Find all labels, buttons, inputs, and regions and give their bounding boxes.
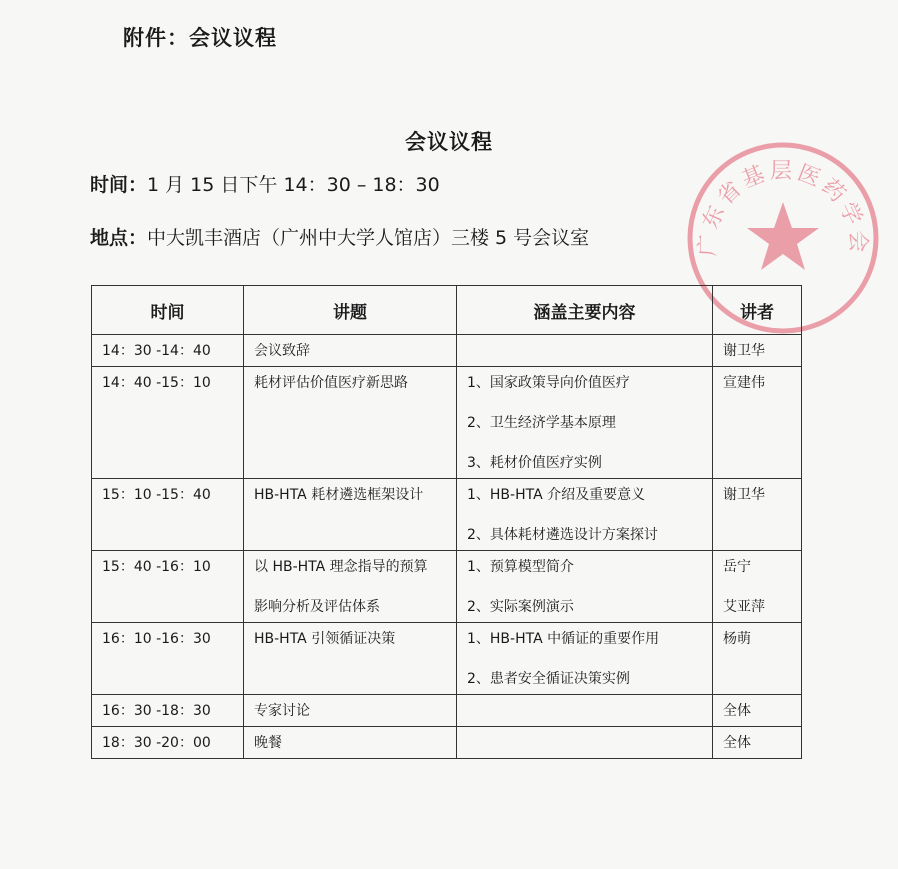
page-title: 会议议程 xyxy=(405,130,493,154)
content-cell-line: 2、患者安全循证决策实例 xyxy=(467,671,630,687)
content-cell-line: 2、卫生经济学基本原理 xyxy=(467,415,616,431)
agenda-table xyxy=(91,285,802,759)
speaker-cell-line: 岳宁 xyxy=(723,559,751,575)
column-header-time: 时间 xyxy=(92,286,244,335)
time-line xyxy=(90,170,440,197)
speaker-cell xyxy=(713,551,802,623)
speaker-cell xyxy=(713,479,802,551)
speaker-cell-line: 谢卫华 xyxy=(723,487,765,503)
time-cell-text: 15：10 -15：40 xyxy=(102,487,211,503)
table-row xyxy=(92,335,802,367)
content-cell xyxy=(457,479,713,551)
attachment-title: 附件：会议议程 xyxy=(123,26,277,50)
content-cell xyxy=(457,727,713,759)
speaker-cell-line: 全体 xyxy=(723,703,751,719)
topic-cell xyxy=(244,367,457,479)
time-cell xyxy=(92,335,244,367)
speaker-cell xyxy=(713,623,802,695)
content-cell-line: 2、实际案例演示 xyxy=(467,599,574,615)
place-line xyxy=(90,223,589,250)
content-cell-line: 2、具体耗材遴选设计方案探讨 xyxy=(467,527,658,543)
time-cell-text: 18：30 -20：00 xyxy=(102,735,211,751)
column-header-topic: 讲题 xyxy=(244,286,457,335)
table-row xyxy=(92,367,802,479)
content-cell xyxy=(457,623,713,695)
topic-cell xyxy=(244,479,457,551)
table-header-row xyxy=(92,286,802,335)
table-row xyxy=(92,551,802,623)
table-row xyxy=(92,695,802,727)
speaker-cell xyxy=(713,727,802,759)
time-label: 时间： xyxy=(90,174,148,196)
topic-cell-line: 专家讨论 xyxy=(254,703,310,719)
topic-cell xyxy=(244,335,457,367)
topic-cell-line: 晚餐 xyxy=(254,735,282,751)
topic-cell-line: 会议致辞 xyxy=(254,343,310,359)
content-cell xyxy=(457,551,713,623)
speaker-cell-line: 谢卫华 xyxy=(723,343,765,359)
column-header-content: 涵盖主要内容 xyxy=(457,286,713,335)
time-cell-text: 16：10 -16：30 xyxy=(102,631,211,647)
time-cell xyxy=(92,479,244,551)
content-cell-line: 1、HB-HTA 介绍及重要意义 xyxy=(467,487,646,503)
time-cell xyxy=(92,695,244,727)
topic-cell-line: HB-HTA 耗材遴选框架设计 xyxy=(254,487,424,503)
topic-cell xyxy=(244,695,457,727)
place-value: 中大凯丰酒店（广州中大学人馆店）三楼 5 号会议室 xyxy=(147,227,590,249)
table-row xyxy=(92,623,802,695)
speaker-cell xyxy=(713,367,802,479)
time-cell xyxy=(92,551,244,623)
speaker-cell xyxy=(713,335,802,367)
time-cell xyxy=(92,367,244,479)
topic-cell xyxy=(244,623,457,695)
time-cell-text: 14：40 -15：10 xyxy=(102,375,211,391)
time-cell-text: 15：40 -16：10 xyxy=(102,559,211,575)
svg-text:广东省基层医药学会: 广东省基层医药学会 xyxy=(695,159,871,257)
content-cell-line: 3、耗材价值医疗实例 xyxy=(467,455,602,471)
place-label: 地点： xyxy=(90,227,148,249)
speaker-cell-line: 宣建伟 xyxy=(723,375,765,391)
topic-cell-line: 以 HB-HTA 理念指导的预算 xyxy=(254,559,428,575)
content-cell-line: 1、HB-HTA 中循证的重要作用 xyxy=(467,631,660,647)
time-cell xyxy=(92,727,244,759)
column-header-speaker: 讲者 xyxy=(713,286,802,335)
table-row xyxy=(92,479,802,551)
content-cell xyxy=(457,367,713,479)
speaker-cell-line: 杨萌 xyxy=(723,631,751,647)
speaker-cell-line: 艾亚萍 xyxy=(723,599,765,615)
content-cell-line: 1、预算模型简介 xyxy=(467,559,574,575)
time-cell-text: 16：30 -18：30 xyxy=(102,703,211,719)
speaker-cell xyxy=(713,695,802,727)
topic-cell-line: 影响分析及评估体系 xyxy=(254,599,380,615)
speaker-cell-line: 全体 xyxy=(723,735,751,751)
content-cell-line: 1、国家政策导向价值医疗 xyxy=(467,375,630,391)
time-value: 1 月 15 日下午 14：30 – 18：30 xyxy=(147,174,440,196)
content-cell xyxy=(457,695,713,727)
topic-cell xyxy=(244,551,457,623)
time-cell-text: 14：30 -14：40 xyxy=(102,343,211,359)
content-cell xyxy=(457,335,713,367)
topic-cell-line: 耗材评估价值医疗新思路 xyxy=(254,375,408,391)
star-icon xyxy=(747,202,819,270)
topic-cell-line: HB-HTA 引领循证决策 xyxy=(254,631,396,647)
table-row xyxy=(92,727,802,759)
time-cell xyxy=(92,623,244,695)
topic-cell xyxy=(244,727,457,759)
